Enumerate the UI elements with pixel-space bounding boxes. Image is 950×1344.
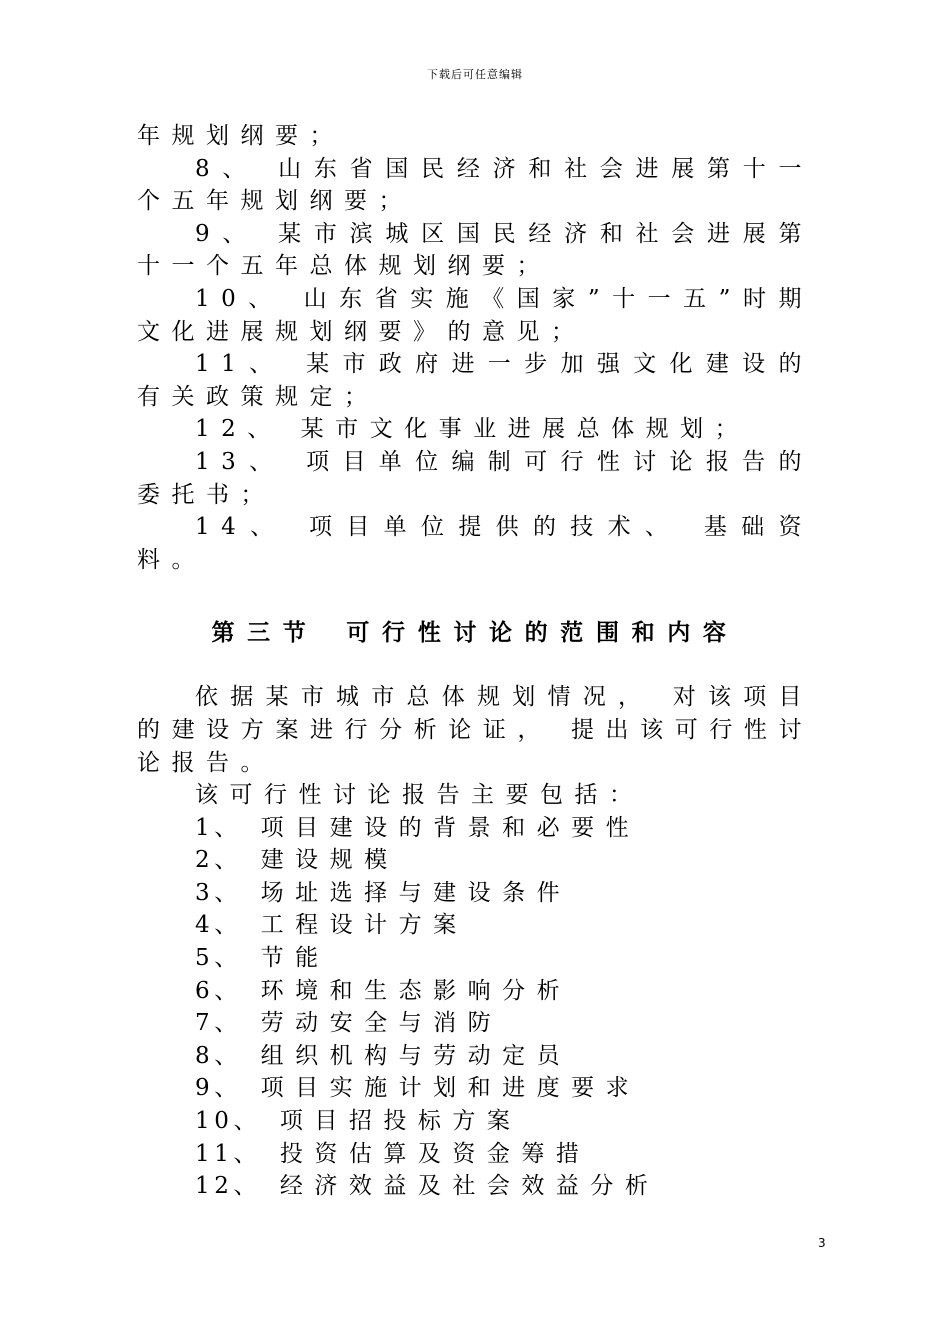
- reference-number: 10、: [195, 285, 284, 312]
- contents-text: 经济效益及社会效益分析: [279, 1173, 660, 1200]
- contents-number: 7、: [195, 1010, 242, 1037]
- reference-item-8: [137, 153, 813, 218]
- contents-number: 8、: [195, 1042, 242, 1069]
- document-body: [137, 120, 813, 1203]
- contents-number: 5、: [195, 945, 242, 972]
- reference-text: 项目单位提供的技术、 基础资料。: [137, 514, 813, 573]
- reference-number: 12、: [195, 416, 282, 443]
- contents-number: 12、: [195, 1173, 262, 1200]
- reference-item-10: [137, 283, 813, 348]
- contents-item-11: [195, 1138, 813, 1171]
- reference-text: 某市滨城区国民经济和社会进展第十一个五年总体规划纲要；: [137, 220, 814, 280]
- section-number: 第三节: [211, 620, 319, 647]
- reference-number: 9、: [195, 220, 259, 247]
- reference-item-9: [137, 218, 813, 283]
- reference-item-11: [137, 348, 813, 413]
- contents-text: 工程设计方案: [260, 912, 468, 939]
- reference-text: 山东省国民经济和社会进展第十一个五年规划纲要；: [137, 155, 814, 215]
- reference-text: 项目单位编制可行性讨论报告的委托书；: [137, 448, 814, 508]
- contents-text: 项目招投标方案: [279, 1108, 522, 1135]
- reference-number: 11、: [195, 351, 286, 378]
- reference-text: 某市文化事业进展总体规划；: [300, 416, 750, 443]
- contents-item-5: [195, 942, 813, 975]
- contents-number: 9、: [195, 1075, 242, 1102]
- contents-item-7: [195, 1007, 813, 1040]
- section-heading: [137, 616, 813, 650]
- contents-number: 11、: [195, 1140, 262, 1167]
- contents-text: 环境和生态影响分析: [260, 977, 572, 1004]
- reference-text: 山东省实施《国家”十一五”时期文化进展规划纲要》的意见；: [137, 285, 813, 345]
- reference-number: 14、: [195, 514, 288, 541]
- contents-number: 2、: [195, 847, 242, 874]
- section-title: 可行性讨论的范围和内容: [346, 620, 739, 647]
- contents-item-4: [195, 909, 813, 942]
- reference-item-13: [137, 446, 813, 511]
- contents-number: 4、: [195, 912, 242, 939]
- contents-text: 投资估算及资金筹措: [279, 1140, 591, 1167]
- contents-item-6: [195, 975, 813, 1008]
- reference-item-14: [137, 511, 813, 576]
- contents-text: 劳动安全与消防: [260, 1010, 503, 1037]
- reference-text: 某市政府进一步加强文化建设的有关政策规定；: [137, 351, 814, 410]
- reference-continuation: 年规划纲要；: [137, 123, 344, 149]
- intro-paragraph: 依据某市城市总体规划情况， 对该项目的建设方案进行分析论证， 提出该可行性讨论报告。: [137, 684, 813, 776]
- contents-text: 场址选择与建设条件: [260, 879, 572, 906]
- contents-item-3: [195, 877, 813, 910]
- reference-number: 13、: [195, 448, 286, 475]
- contents-item-1: [195, 812, 813, 845]
- contents-number: 6、: [195, 977, 242, 1004]
- contents-item-10: [195, 1105, 813, 1138]
- contents-number: 1、: [195, 814, 242, 841]
- contents-item-9: [195, 1072, 813, 1105]
- contents-item-12: [195, 1170, 813, 1203]
- contents-text: 项目建设的背景和必要性: [260, 814, 641, 841]
- contents-text: 节能: [260, 945, 330, 972]
- contents-number: 3、: [195, 879, 242, 906]
- contents-text: 项目实施计划和进度要求: [260, 1075, 641, 1102]
- contents-number: 10、: [195, 1108, 262, 1135]
- contents-item-8: [195, 1040, 813, 1073]
- page-number: 3: [818, 1236, 826, 1250]
- contents-text: 组织机构与劳动定员: [260, 1042, 572, 1069]
- reference-item-12: [137, 413, 813, 446]
- contents-lead: 该可行性讨论报告主要包括：: [195, 782, 644, 809]
- page-header: 下载后可任意编辑: [427, 68, 523, 81]
- contents-text: 建设规模: [260, 847, 399, 874]
- contents-item-2: [195, 844, 813, 877]
- reference-number: 8、: [195, 155, 259, 182]
